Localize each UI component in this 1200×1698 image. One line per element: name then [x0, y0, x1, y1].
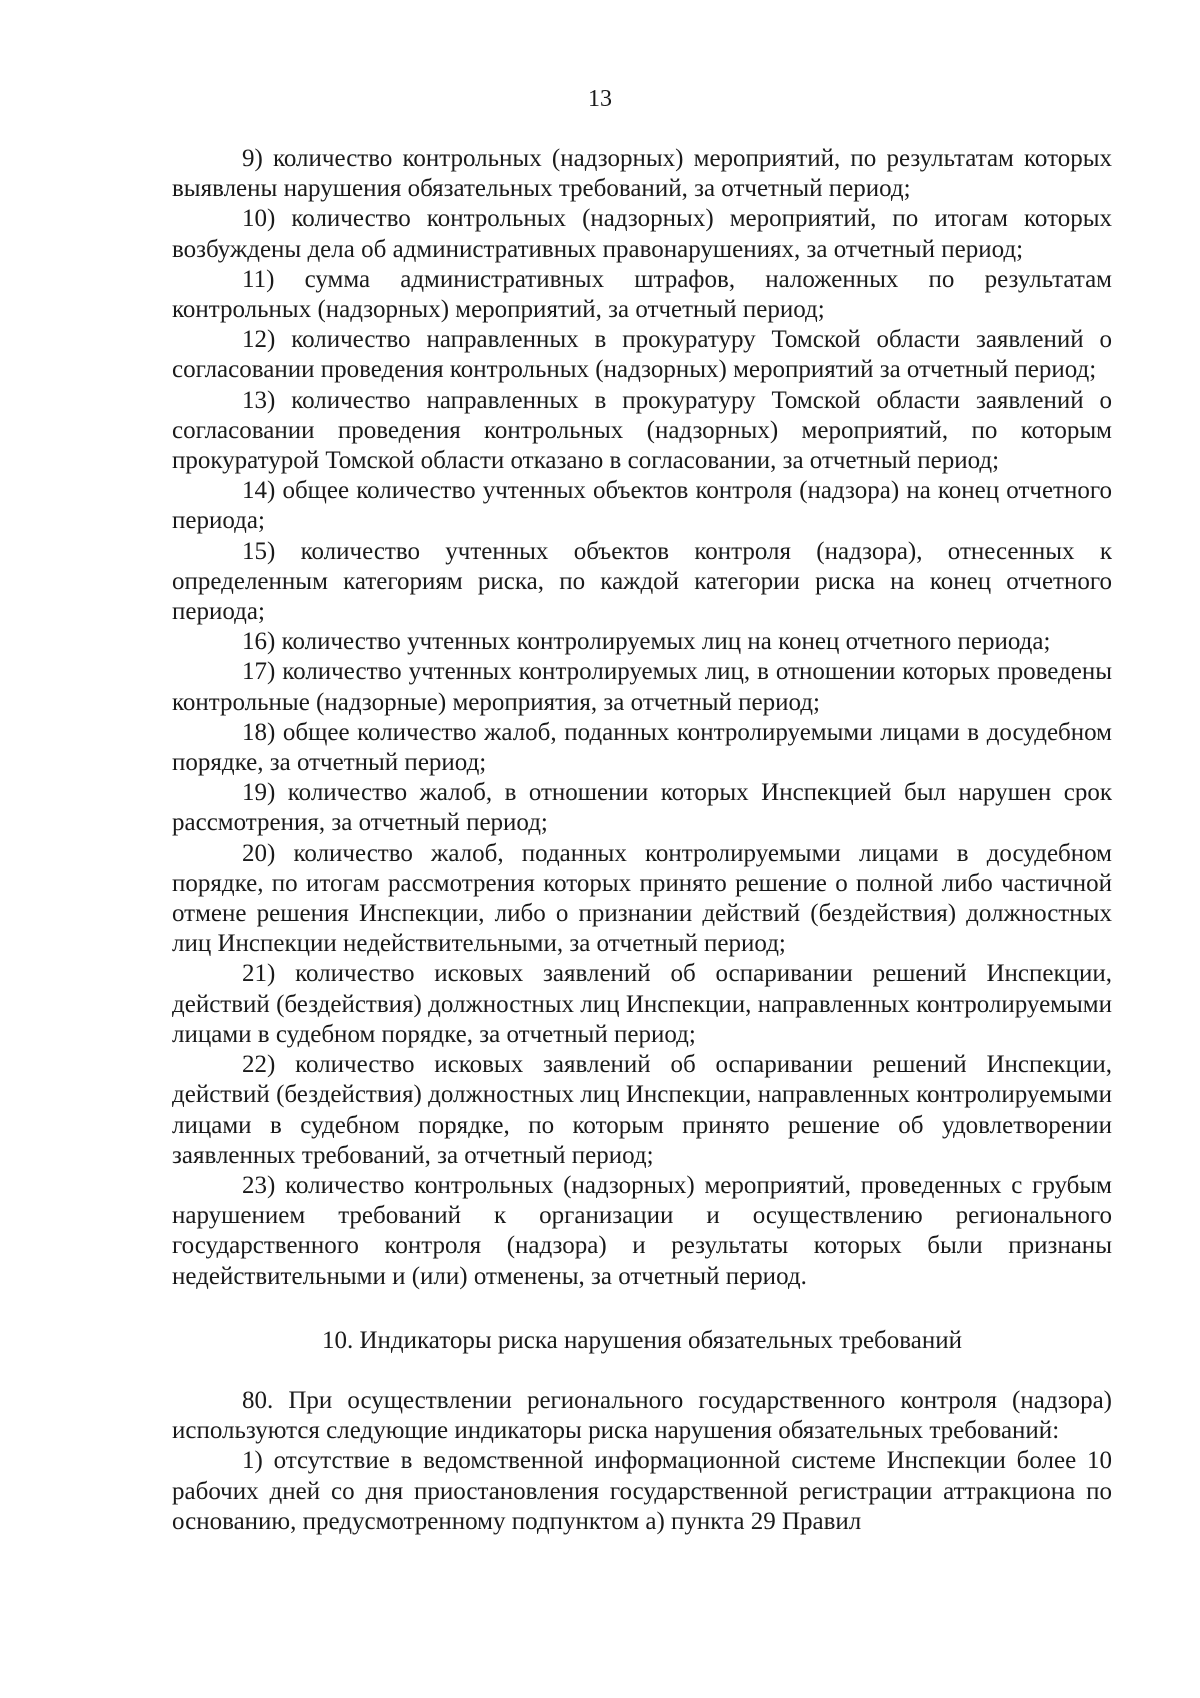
list-item-14: 14) общее количество учтенных объектов контроля (надзора) на конец отчетного периода;	[172, 477, 1112, 535]
indicator-item-1: 1) отсутствие в ведомственной информационной системе Инспекции более 10 рабочих дней со дня приостановления государственной регистрации аттракциона по основанию, предусмотренному подпунктом а) пункта 29 Правил	[172, 1447, 1112, 1535]
list-item-20: 20) количество жалоб, поданных контролируемыми лицами в досудебном порядке, по итогам рассмотрения которых принято решение о полной либо частичной отмене решения Инспекции, либо о признании действий (бездействия) должностных лиц Инспекции недействительными, за отчетный период;	[172, 839, 1112, 958]
list-item-13: 13) количество направленных в прокуратуру Томской области заявлений о согласовании проведения контрольных (надзорных) мероприятий, по которым прокуратурой Томской области отказано в согласовании, за отчетный период;	[172, 386, 1112, 475]
list-item-22: 22) количество исковых заявлений об оспаривании решений Инспекции, действий (бездействия) должностных лиц Инспекции, направленных контролируемыми лицами в судебном порядке, по которым принято решение об удовлетворении заявленных требований, за отчетный период;	[172, 1051, 1112, 1169]
list-item-23: 23) количество контрольных (надзорных) мероприятий, проведенных с грубым нарушением требований к организации и осуществлению регионального государственного контроля (надзора) и результаты которых были признаны недействительными и (или) отменены, за отчетный период.	[172, 1171, 1112, 1290]
list-item-18: 18) общее количество жалоб, поданных контролируемыми лицами в досудебном порядке, за отчетный период;	[172, 718, 1112, 777]
page-number: 13	[588, 86, 612, 112]
list-item-15: 15) количество учтенных объектов контроля (надзора), отнесенных к определенным категориям риска, по каждой категории риска на конец отчетного периода;	[172, 537, 1112, 626]
paragraph-80: 80. При осуществлении регионального государственного контроля (надзора) используются следующие индикаторы риска нарушения обязательных требований:	[172, 1386, 1112, 1445]
document-body	[172, 144, 1112, 1537]
list-item-17: 17) количество учтенных контролируемых лиц, в отношении которых проведены контрольные (надзорные) мероприятия, за отчетный период;	[172, 658, 1112, 716]
list-item-9: 9) количество контрольных (надзорных) мероприятий, по результатам которых выявлены нарушения обязательных требований, за отчетный период;	[172, 145, 1112, 203]
list-item-21: 21) количество исковых заявлений об оспаривании решений Инспекции, действий (бездействия) должностных лиц Инспекции, направленных контролируемыми лицами в судебном порядке, за отчетный период;	[172, 960, 1112, 1048]
list-item-12: 12) количество направленных в прокуратуру Томской области заявлений о согласовании проведения контрольных (надзорных) мероприятий за отчетный период;	[172, 326, 1112, 384]
list-item-16: 16) количество учтенных контролируемых лиц на конец отчетного периода;	[242, 628, 1051, 656]
list-item-11: 11) сумма административных штрафов, наложенных по результатам контрольных (надзорных) мероприятий, за отчетный период;	[172, 265, 1112, 324]
section-heading: 10. Индикаторы риска нарушения обязательных требований	[322, 1326, 962, 1354]
list-item-10: 10) количество контрольных (надзорных) мероприятий, по итогам которых возбуждены дела об административных правонарушениях, за отчетный период;	[172, 205, 1112, 263]
list-item-19: 19) количество жалоб, в отношении которых Инспекцией был нарушен срок рассмотрения, за отчетный период;	[172, 779, 1112, 837]
